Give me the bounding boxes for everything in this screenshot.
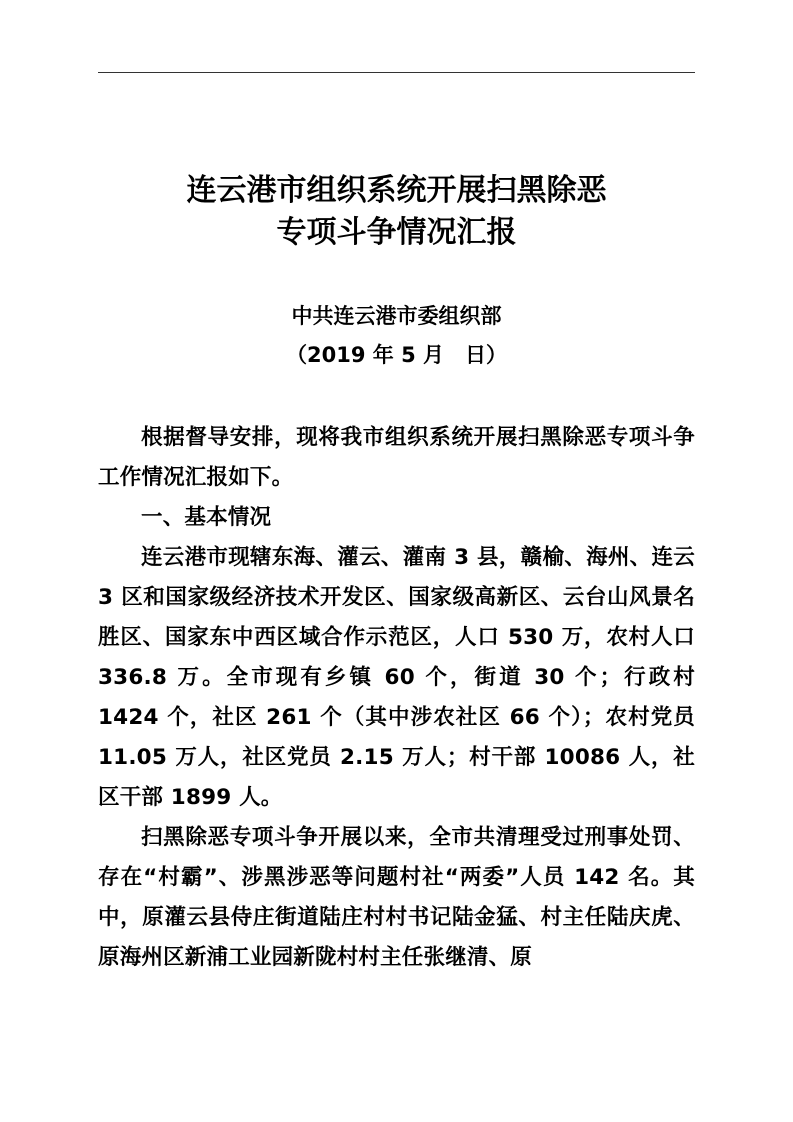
intro-paragraph: 根据督导安排，现将我市组织系统开展扫黑除恶专项斗争工作情况汇报如下。 (98, 425, 695, 490)
header-rule (98, 72, 695, 73)
body-paragraph-cleanup: 扫黑除恶专项斗争开展以来，全市共清理受过刑事处罚、存在“村霸”、涉黑涉恶等问题村社“两委”人员 142 名。其中，原灌云县侍庄街道陆庄村村书记陆金猛、村主任陆庆虎、原海州区新浦工业园新陇村村主任张继清、原 (98, 825, 695, 970)
body-paragraph-statistics: 连云港市现辖东海、灌云、灌南 3 县，赣榆、海州、连云 3 区和国家级经济技术开发区、国家级高新区、云台山风景名胜区、国家东中西区域合作示范区，人口 530 万，农村人口 336.8 万。全市现有乡镇 60 个，街道 30 个；行政村 1424 个，社区 261 个（其中涉农社区 66 个）；农村党员 11.05 万人，社区党员 2.15 万人；村干部 10086 人，社区干部 1899 人。 (98, 545, 695, 810)
section-heading-basic-situation: 一、基本情况 (141, 505, 272, 530)
document-date: （2019 年 5 月 日） (286, 343, 507, 367)
document-title-line-1: 连云港市组织系统开展扫黑除恶 (186, 173, 607, 208)
issuing-organization: 中共连云港市委组织部 (291, 304, 502, 328)
document-body (98, 418, 695, 978)
document-title-line-2: 专项斗争情况汇报 (276, 215, 517, 250)
